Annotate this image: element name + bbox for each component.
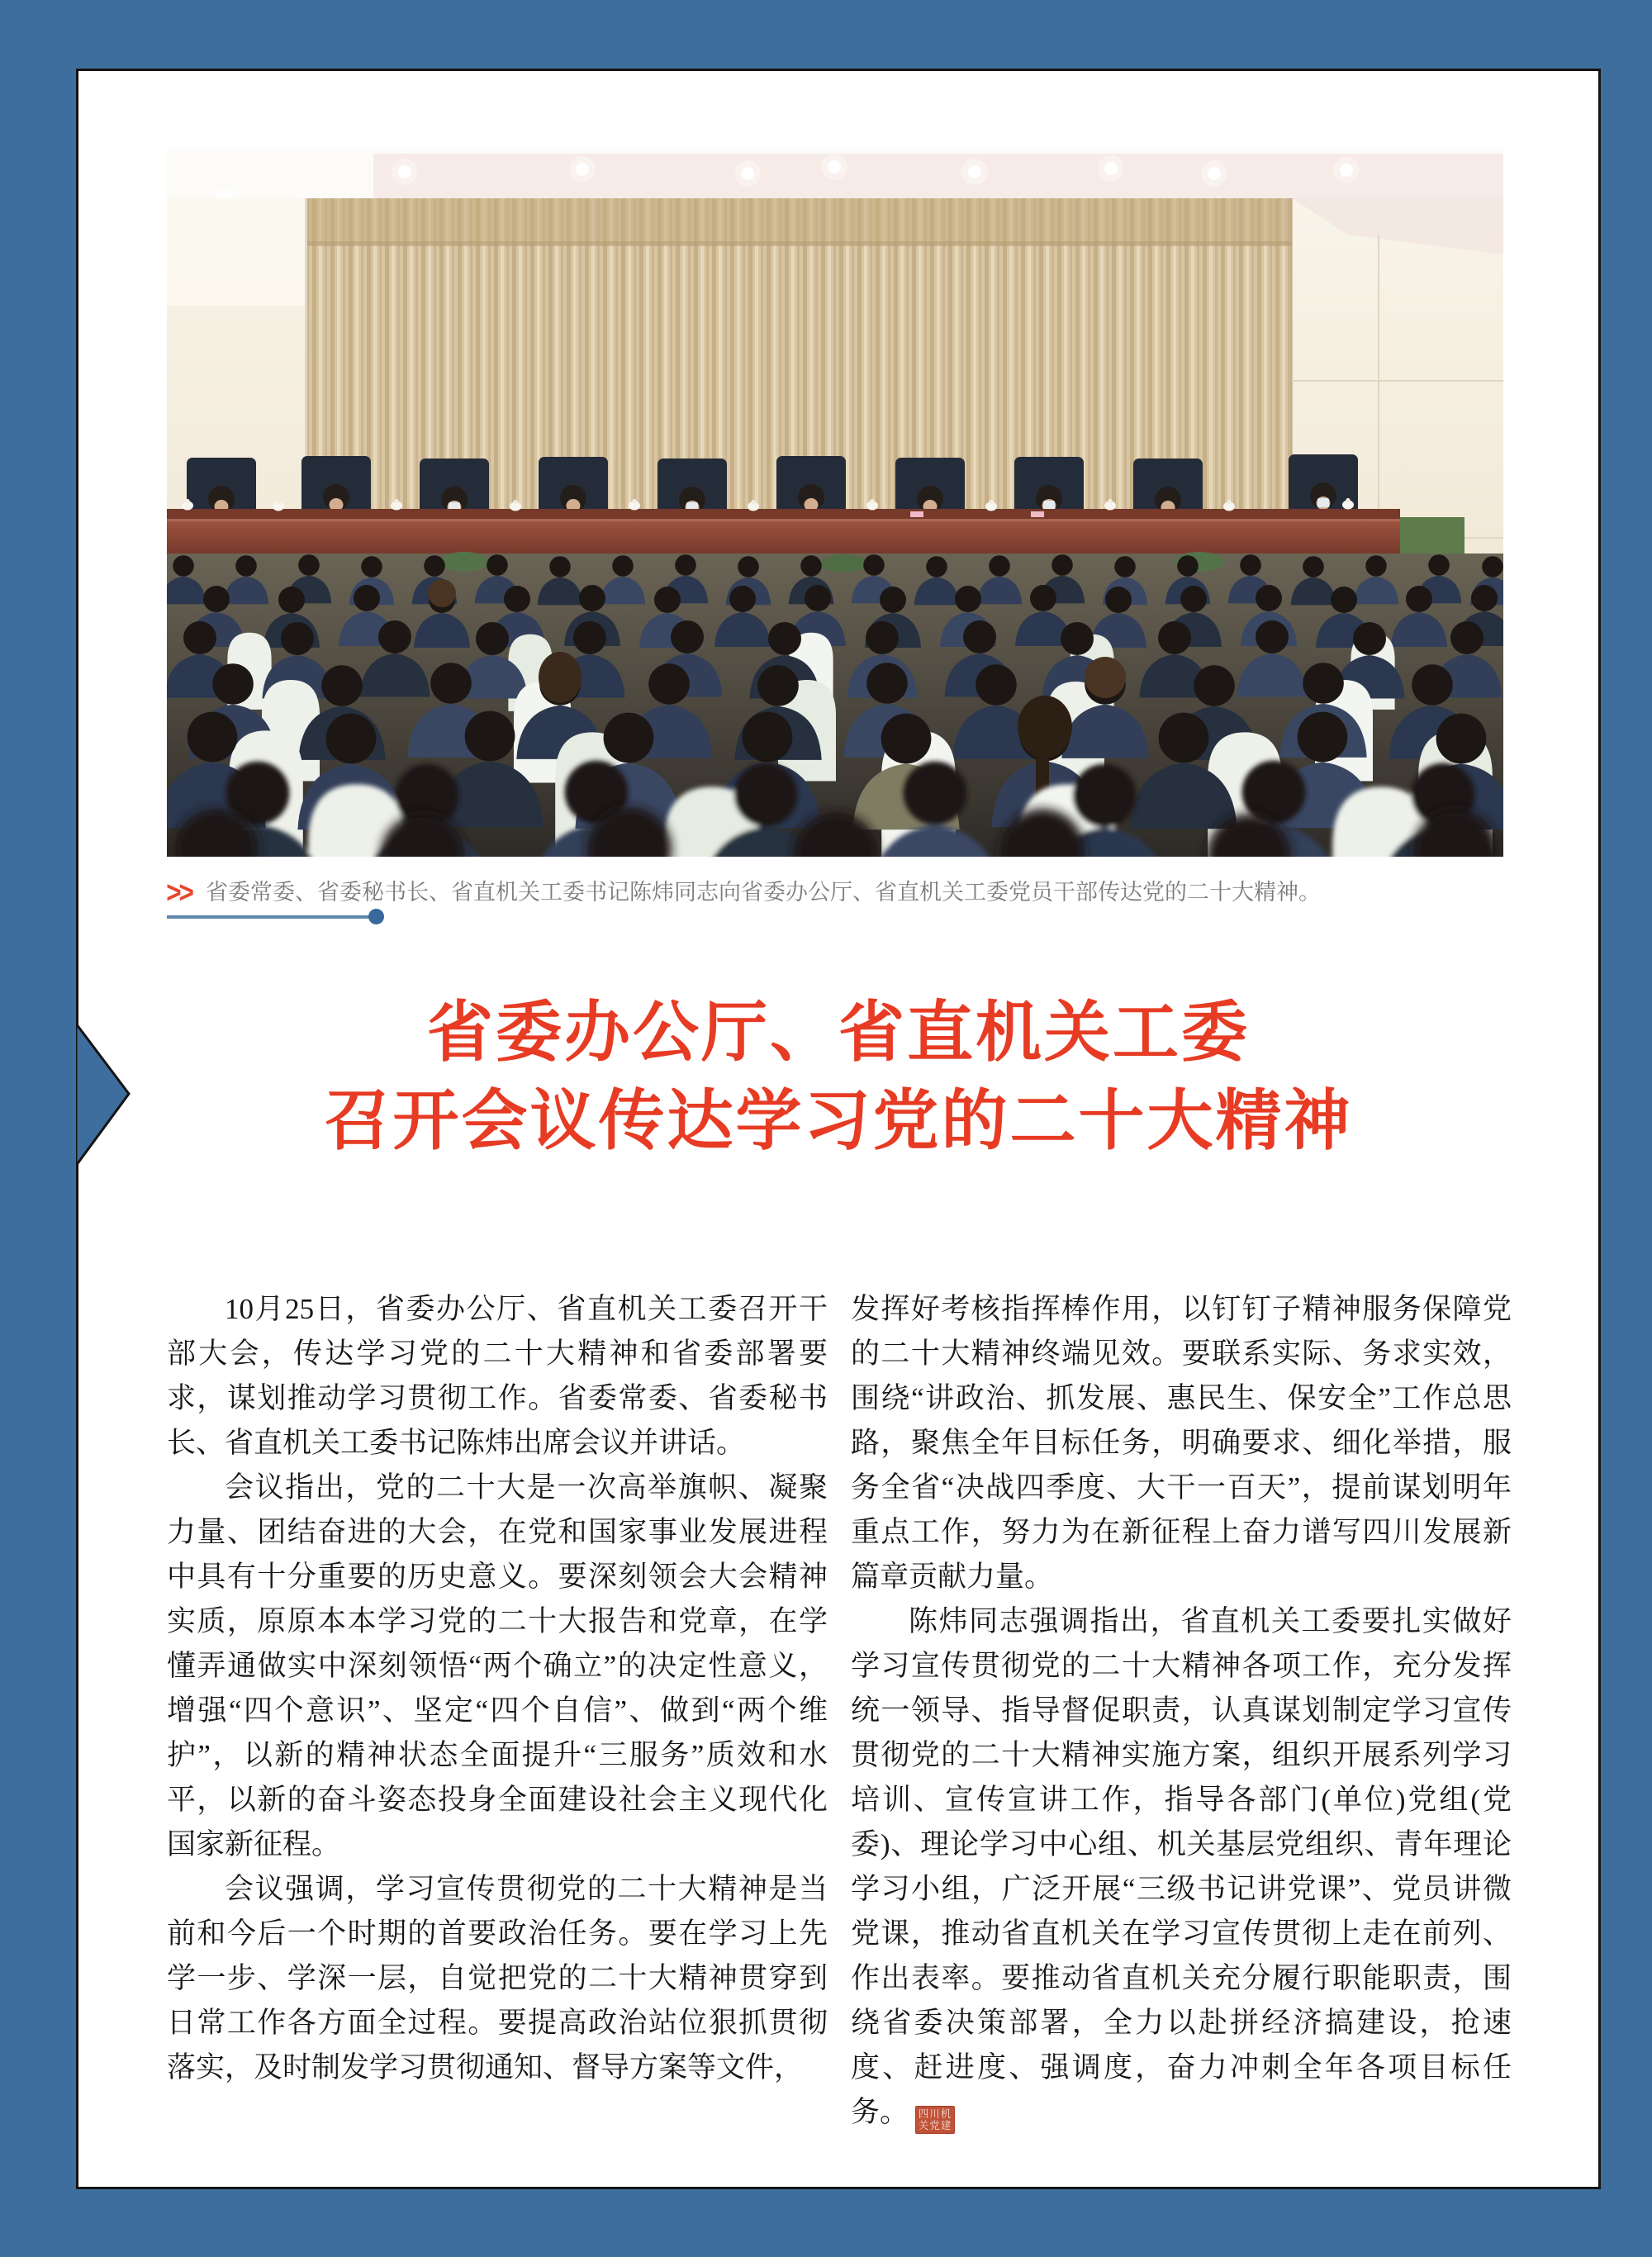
article-left-column	[167, 1287, 828, 2135]
article-title-line1: 省委办公厅、省直机关工委	[427, 997, 1250, 1070]
page-edge-arrow-icon	[76, 1021, 135, 1170]
article-body	[167, 1287, 1512, 2135]
plant-skirt	[1400, 517, 1464, 555]
article-title-line2: 召开会议传达学习党的二十大精神	[324, 1086, 1353, 1158]
paragraph: 会议强调，学习宣传贯彻党的二十大精神是当前和今后一个时期的首要政治任务。要在学习上先学一步、学深一层，自觉把党的二十大精神贯穿到日常工作各方面全过程。要提高政治站位狠抓贯彻落实，及时制发学习贯彻通知、督导方案等文件，	[167, 1873, 828, 2084]
article-title	[78, 990, 1598, 1167]
caption-divider-dot	[368, 909, 384, 924]
paragraph	[851, 1599, 1512, 2135]
meeting-photo	[167, 149, 1503, 857]
paragraph-text: 陈炜同志强调指出，省直机关工委要扎实做好学习宣传贯彻党的二十大精神各项工作，充分发挥统一领导、指导督促职责，认真谋划制定学习宣传贯彻党的二十大精神实施方案，组织开展系列学习培训、宣传宣讲工作，指导各部门(单位)党组(党委)、理论学习中心组、机关基层党组织、青年理论学习小组，广泛开展“三级书记讲党课”、党员讲微党课，推动省直机关在学习宣传贯彻上走在前列、作出表率。要推动省直机关充分履行职能职责，围绕省委决策部署，全力以赴拼经济搞建设，抢速度、赶进度、强调度，奋力冲刺全年各项目标任务。	[851, 1605, 1512, 2128]
paragraph-continued: 发挥好考核指挥棒作用，以钉钉子精神服务保障党的二十大精神终端见效。要联系实际、务求实效，围绕“讲政治、抓发展、惠民生、保安全”工作总思路，聚焦全年目标任务，明确要求、细化举措，服务全省“决战四季度、大干一百天”，提前谋划明年重点工作，努力为在新征程上奋力谱写四川发展新篇章贡献力量。	[851, 1293, 1512, 1593]
plant-icon	[439, 552, 489, 572]
document-page	[76, 69, 1601, 2189]
photo-caption-text: 省委常委、省委秘书长、省直机关工委书记陈炜同志向省委办公厅、省直机关工委党员干部传达党的二十大精神。	[206, 880, 1322, 905]
photo-caption	[166, 874, 1512, 910]
paragraph: 10月25日，省委办公厅、省直机关工委召开干部大会，传达学习党的二十大精神和省委部署要求，谋划推动学习贯彻工作。省委常委、省委秘书长、省直机关工委书记陈炜出席会议并讲话。	[167, 1293, 828, 1459]
meeting-photo-illustration	[167, 149, 1503, 857]
caption-marker-icon: >>	[166, 875, 192, 910]
end-seal-stamp-icon: 四川机关党建	[915, 2106, 955, 2134]
plant-icon	[821, 554, 867, 573]
article-right-column	[851, 1287, 1512, 2135]
paragraph: 会议指出，党的二十大是一次高举旗帜、凝聚力量、团结奋进的大会，在党和国家事业发展进程中具有十分重要的历史意义。要深刻领会大会精神实质，原原本本学习党的二十大报告和党章，在学懂弄通做实中深刻领悟“两个确立”的决定性意义，增强“四个意识”、坚定“四个自信”、做到“两个维护”，以新的精神状态全面提升“三服务”质效和水平，以新的奋斗姿态投身全面建设社会主义现代化国家新征程。	[167, 1471, 828, 1860]
caption-divider-line	[167, 915, 375, 919]
